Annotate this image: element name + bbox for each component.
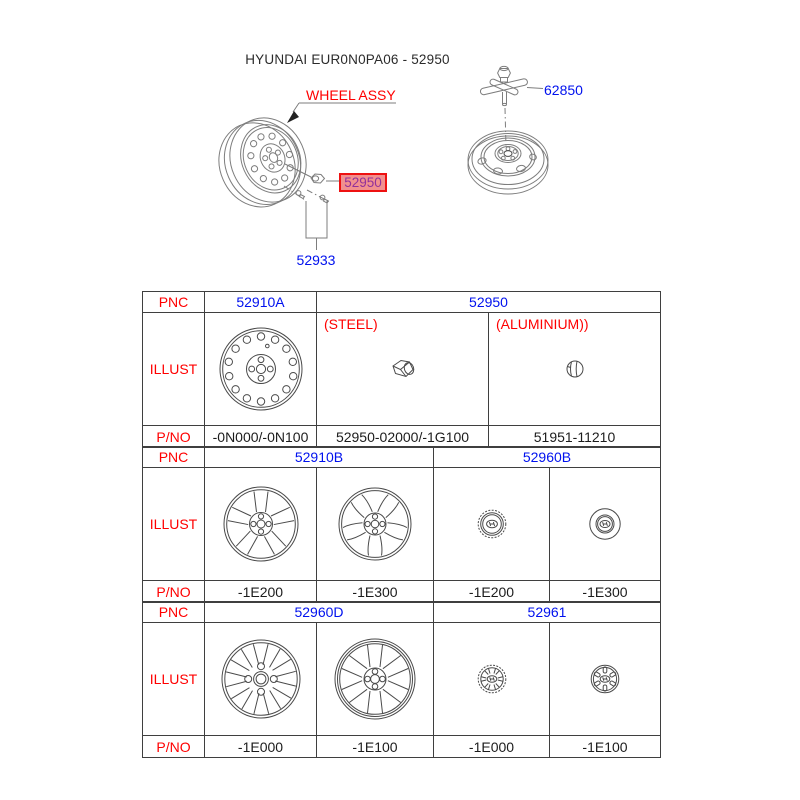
lug-nut-drawing xyxy=(311,174,325,183)
illust-cell-steel xyxy=(317,313,489,426)
spare-wheel-drawing xyxy=(468,131,548,194)
stud-bolts-drawing xyxy=(284,186,329,250)
illust-label: ILLUST xyxy=(143,623,205,736)
illust-cell xyxy=(434,468,550,581)
pno-value: -0N000/-0N100 xyxy=(205,426,317,448)
illust-cell-aluminium xyxy=(489,313,661,426)
pno-label: P/NO xyxy=(143,426,205,448)
pno-value: 52950-02000/-1G100 xyxy=(317,426,489,448)
clamp-bolt-drawing xyxy=(480,66,543,147)
illust-cell xyxy=(550,623,661,736)
pno-value: -1E000 xyxy=(205,736,317,758)
highlighted-part-number-box[interactable]: 52950 xyxy=(339,173,387,192)
parts-table-section-3 xyxy=(142,601,661,758)
aluminium-note: (ALUMINIUM)) xyxy=(496,316,589,332)
pno-value: -1E100 xyxy=(317,736,434,758)
clamp-part-number-label[interactable]: 62850 xyxy=(544,82,583,98)
wheel-cover-multi-spoke-icon xyxy=(219,637,303,721)
pno-label: P/NO xyxy=(143,736,205,758)
illust-label: ILLUST xyxy=(143,313,205,426)
wheel-drawing xyxy=(206,106,320,220)
pno-value: -1E000 xyxy=(434,736,550,758)
parts-table-section-2 xyxy=(142,446,661,603)
table-row xyxy=(143,736,661,758)
pnc-52910B[interactable]: 52910B xyxy=(205,447,434,468)
table-row xyxy=(143,292,661,313)
alloy-wheel-6-spoke-icon xyxy=(332,636,418,722)
table-row xyxy=(143,623,661,736)
center-cap-spoked-icon xyxy=(476,663,508,695)
stud-part-number-label[interactable]: 52933 xyxy=(296,252,336,268)
pno-value: -1E300 xyxy=(550,581,661,603)
alloy-wheel-5-spoke-b-icon xyxy=(336,485,414,563)
page-title: HYUNDAI EUR0N0PA06 - 52950 xyxy=(245,52,450,67)
table-row xyxy=(143,602,661,623)
table-row xyxy=(143,468,661,581)
pno-label: P/NO xyxy=(143,581,205,603)
wheel-assy-label: WHEEL ASSY xyxy=(306,87,396,103)
illust-cell xyxy=(205,313,317,426)
steel-lug-nut-icon xyxy=(388,356,418,382)
exploded-view-drawing xyxy=(0,0,800,290)
table-row xyxy=(143,581,661,603)
center-cap-plain-icon xyxy=(588,507,622,541)
pno-value: -1E100 xyxy=(550,736,661,758)
illust-cell xyxy=(317,623,434,736)
pnc-52950[interactable]: 52950 xyxy=(317,292,661,313)
table-row xyxy=(143,313,661,426)
alloy-wheel-5-spoke-icon xyxy=(221,484,301,564)
illust-cell xyxy=(205,623,317,736)
pnc-52910A[interactable]: 52910A xyxy=(205,292,317,313)
illust-cell xyxy=(550,468,661,581)
pnc-52960B[interactable]: 52960B xyxy=(434,447,661,468)
table-row xyxy=(143,426,661,448)
pno-value: -1E200 xyxy=(434,581,550,603)
steel-wheel-front-view-icon xyxy=(215,323,307,415)
illust-cell xyxy=(205,468,317,581)
pnc-label: PNC xyxy=(143,292,205,313)
pnc-52960D[interactable]: 52960D xyxy=(205,602,434,623)
aluminium-cap-nut-icon xyxy=(564,358,586,380)
center-cap-serrated-icon xyxy=(476,508,508,540)
pno-value: -1E200 xyxy=(205,581,317,603)
table-row xyxy=(143,447,661,468)
pnc-52961[interactable]: 52961 xyxy=(434,602,661,623)
center-cap-spoked-b-icon xyxy=(589,663,621,695)
illust-cell xyxy=(434,623,550,736)
illust-label: ILLUST xyxy=(143,468,205,581)
pnc-label: PNC xyxy=(143,447,205,468)
pnc-label: PNC xyxy=(143,602,205,623)
illust-cell xyxy=(317,468,434,581)
pno-value: 51951-11210 xyxy=(489,426,661,448)
parts-table-section-1 xyxy=(142,291,661,448)
pno-value: -1E300 xyxy=(317,581,434,603)
steel-note: (STEEL) xyxy=(324,316,378,332)
wheel-assy-leader-arrow xyxy=(287,103,396,123)
